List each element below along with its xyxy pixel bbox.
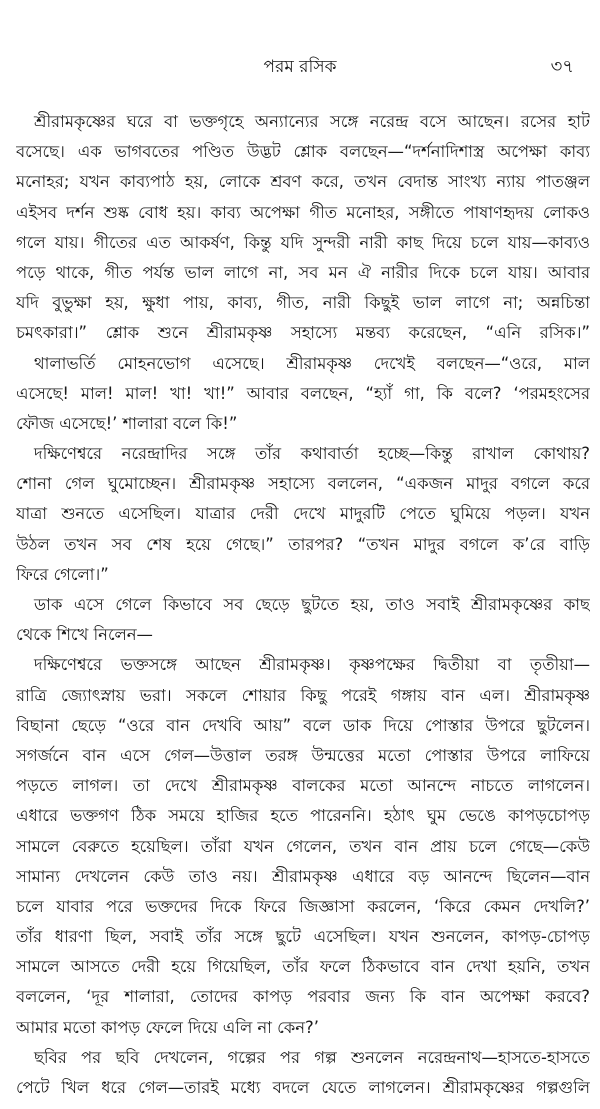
text-line: দক্ষিণেশ্বরে ভক্তসঙ্গে আছেন শ্রীরামকৃষ্ণ। কৃষ্ণপক্ষের দ্বিতীয়া বা তৃতীয়া— (34, 655, 590, 675)
page-number: ৩৭ (550, 56, 574, 77)
text-line: দক্ষিণেশ্বরে নরেন্দ্রাদির সঙ্গে তাঁর কথাবার্তা হচ্ছে—কিন্তু রাখাল কোথায়? (34, 444, 590, 464)
text-line: পড়ে থাকে, গীত পর্যন্ত ভাল লাগে না, সব মন ঐ নারীর দিকে চলে যায়। আবার (16, 262, 590, 282)
text-line: সামান্য দেখলেন কেউ তাও নয়। শ্রীরামকৃষ্ণ এধারে বড় আনন্দে ছিলেন—বান (16, 866, 590, 886)
text-line: পেটে খিল ধরে গেল—তারই মধ্যে বদলে যেতে লাগলেন। শ্রীরামকৃষ্ণের গল্পগুলি (16, 1078, 590, 1097)
text-line: বললেন, ‘দূর শালারা, তোদের কাপড় পরবার জন্য কি বান অপেক্ষা করবে? (16, 987, 590, 1007)
running-head (0, 52, 600, 82)
text-line: চমৎকারা।” শ্লোক শুনে শ্রীরামকৃষ্ণ সহাস্যে মন্তব্য করেছেন, “এনি রসিক।” (16, 323, 590, 343)
body-text (16, 107, 590, 1103)
text-line: যদি বুভুক্ষা হয়, ক্ষুধা পায়, কাব্য, গীত, নারী কিছুই ভাল লাগে না; অন্নচিন্তা (16, 293, 590, 313)
text-line: যাত্রা শুনতে এসেছিল। যাত্রার দেরী দেখে মাদুরটি পেতে ঘুমিয়ে পড়ল। যখন (16, 504, 590, 524)
text-line: এধারে ভক্তগণ ঠিক সময়ে হাজির হতে পারেননি। হঠাৎ ঘুম ভেঙে কাপড়চোপড় (16, 806, 590, 826)
text-line: থেকে শিখে নিলেন— (16, 625, 153, 645)
text-line: বিছানা ছেড়ে “ওরে বান দেখবি আয়” বলে ডাক দিয়ে পোস্তার উপরে ছুটলেন। (16, 715, 590, 735)
text-line: ফৌজ এসেছে!’ শালারা বলে কি!” (16, 413, 238, 433)
text-line: এসেছে! মাল! মাল! খা! খা!” আবার বলছেন, “হ্যাঁ গা, কি বলে? ‘পরমহংসের (16, 383, 590, 403)
text-line: মনোহর; যখন কাব্যপাঠ হয়, লোকে শ্রবণ করে, তখন বেদান্ত সাংখ্য ন্যায় পাতঞ্জল (16, 172, 590, 192)
text-line: শোনা গেল ঘুমোচ্ছেন। শ্রীরামকৃষ্ণ সহাস্যে বললেন, “একজন মাদুর বগলে করে (16, 474, 590, 494)
text-line: উঠল তখন সব শেষ হয়ে গেছে।” তারপর? “তখন মাদুর বগলে ক’রে বাড়ি (16, 534, 590, 554)
text-line: গলে যায়। গীতের এত আকর্ষণ, কিন্তু যদি সুন্দরী নারী কাছ দিয়ে চলে যায়—কাব্যও (16, 232, 590, 252)
text-line: বসেছে। এক ভাগবতের পণ্ডিত উদ্ভট শ্লোক বলছেন—“দর্শনাদিশাস্ত্র অপেক্ষা কাব্য (16, 142, 590, 162)
text-line: ডাক এসে গেলে কিভাবে সব ছেড়ে ছুটতে হয়, তাও সবাই শ্রীরামকৃষ্ণের কাছ (34, 595, 590, 614)
text-line: সামলে বেরুতে হয়েছিল। তাঁরা যখন গেলেন, তখন বান প্রায় চলে গেছে—কেউ (16, 836, 590, 856)
text-line: ফিরে গেলো।” (16, 564, 109, 584)
text-line: শ্রীরামকৃষ্ণের ঘরে বা ভক্তগৃহে অন্যান্যের সঙ্গে নরেন্দ্র বসে আছেন। রসের হাট (34, 112, 590, 131)
text-line: আমার মতো কাপড় ফেলে দিয়ে এলি না কেন?’ (16, 1017, 319, 1037)
text-line: চলে যাবার পরে ভক্তদের দিকে ফিরে জিজ্ঞাসা করলেন, ‘কিরে কেমন দেখলি?’ (16, 896, 590, 916)
text-line: এইসব দর্শন শুষ্ক বোধ হয়। কাব্য অপেক্ষা গীত মনোহর, সঙ্গীতে পাষাণহৃদয় লোকও (16, 202, 590, 222)
text-line: সগর্জনে বান এসে গেল—উত্তাল তরঙ্গ উন্মত্তের মতো পোস্তার উপরে লাফিয়ে (16, 745, 590, 765)
text-line: রাত্রি জ্যোৎস্নায় ভরা। সকলে শোয়ার কিছু পরেই গঙ্গায় বান এল। শ্রীরামকৃষ্ণ (16, 685, 590, 705)
text-line: তাঁর ধারণা ছিল, সবাই তাঁর সঙ্গে ছুটে এসেছিল। যখন শুনলেন, কাপড়-চোপড় (16, 927, 590, 947)
chapter-title: পরম রসিক (263, 57, 337, 77)
text-line: সামলে আসতে দেরী হয়ে গিয়েছিল, তাঁর ফলে ঠিকভাবে বান দেখা হয়নি, তখন (16, 957, 590, 977)
text-line: পড়তে লাগল। তা দেখে শ্রীরামকৃষ্ণ বালকের মতো আনন্দে নাচতে লাগলেন। (16, 776, 590, 796)
text-line: ছবির পর ছবি দেখলেন, গল্পের পর গল্প শুনলেন নরেন্দ্রনাথ—হাসতে-হাসতে (34, 1047, 590, 1067)
text-line: থালাভর্তি মোহনভোগ এসেছে। শ্রীরামকৃষ্ণ দেখেই বলছেন—“ওরে, মাল (34, 353, 590, 373)
